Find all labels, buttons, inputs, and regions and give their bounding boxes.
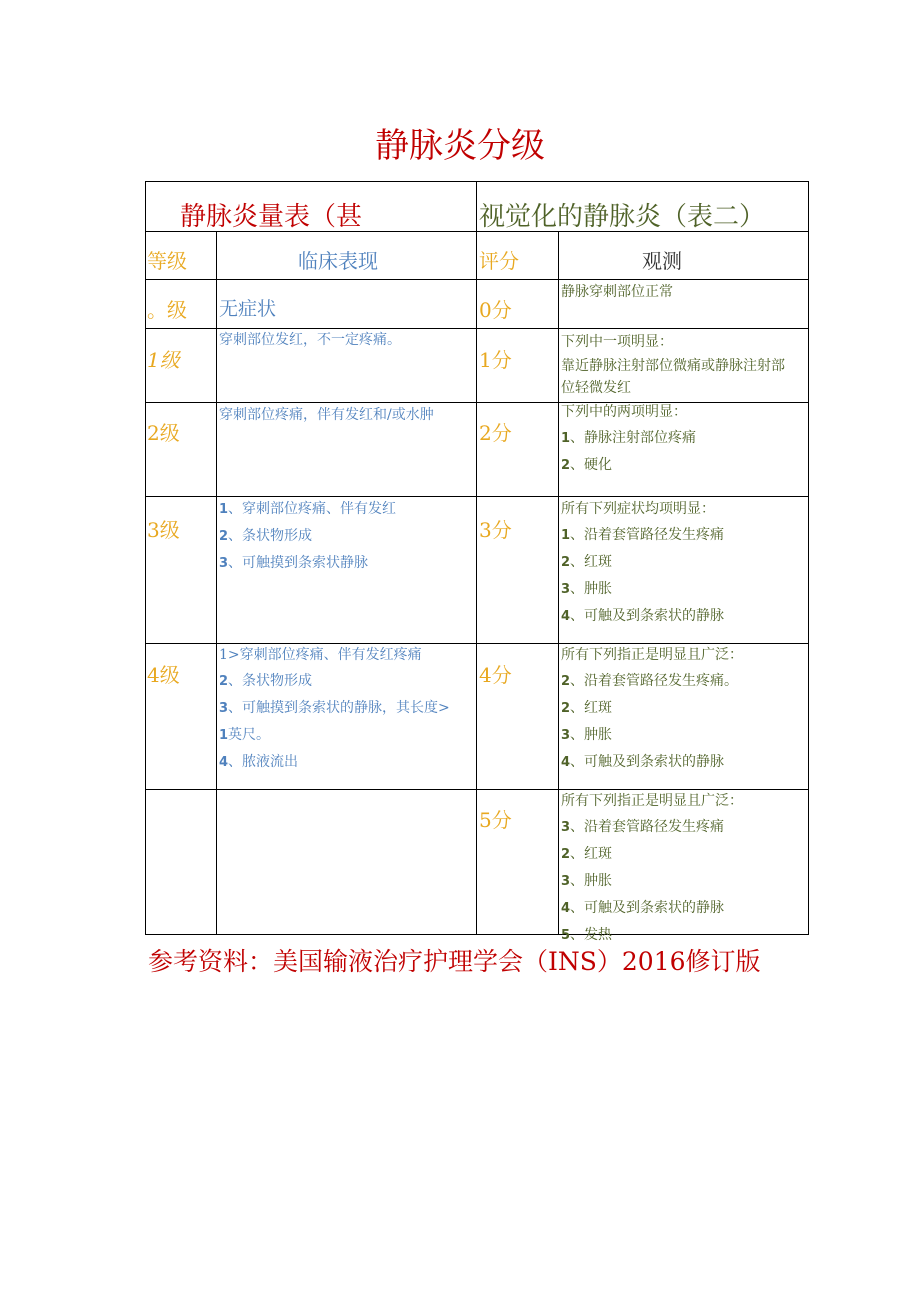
- observe-cell: [561, 399, 696, 479]
- observe-line: 下列中的两项明显：: [561, 404, 687, 420]
- clinical-line: 3、可触摸到条索状静脉: [219, 555, 369, 571]
- observe-line: 1、静脉注射部位疼痛: [561, 430, 697, 446]
- column-header-grade: 等级: [147, 249, 187, 273]
- grade-cell: 2级: [147, 421, 180, 445]
- observe-line: 2、红斑: [561, 846, 613, 862]
- observe-line: 所有下列指正是明显且广泛：: [561, 647, 743, 663]
- score-cell: 4分: [479, 663, 512, 687]
- clinical-cell: [219, 496, 396, 577]
- grade-cell: 1级: [147, 348, 180, 372]
- clinical-cell: 无症状: [219, 298, 277, 320]
- clinical-line: 1、穿刺部位疼痛、伴有发红: [219, 501, 397, 517]
- observe-cell: [561, 496, 724, 630]
- grid-line: [558, 231, 559, 935]
- clinical-cell: [219, 642, 450, 776]
- observe-line: 下列中一项明显：: [561, 334, 673, 350]
- observe-line: 2、沿着套管路径发生疼痛。: [561, 673, 739, 689]
- observe-line: 3、肿胀: [561, 581, 613, 597]
- grade-cell: 4级: [147, 663, 180, 687]
- score-cell: 0分: [479, 298, 512, 322]
- observe-line: 4、可触及到条索状的静脉: [561, 754, 725, 770]
- observe-line: 1、沿着套管路径发生疼痛: [561, 527, 725, 543]
- score-cell: 5分: [479, 808, 512, 832]
- score-cell: 2分: [479, 421, 512, 445]
- clinical-cell: 穿刺部位发红，不一定疼痛。: [219, 332, 401, 348]
- observe-line: 静脉穿刺部位正常: [561, 284, 673, 300]
- clinical-cell: 穿刺部位疼痛，伴有发红和/或水肿: [219, 407, 434, 423]
- score-cell: 1分: [479, 348, 512, 372]
- column-header-score: 评分: [479, 249, 519, 273]
- observe-line: 2、红斑: [561, 700, 613, 716]
- table2-title: 视觉化的静脉炎（表二）: [479, 202, 766, 232]
- observe-cell: [561, 642, 743, 776]
- observe-line: 2、硬化: [561, 457, 613, 473]
- grade-cell: 3级: [147, 518, 180, 542]
- grid-line: [476, 181, 477, 935]
- clinical-line: 3、可触摸到条索状的静脉，其长度>: [219, 700, 450, 716]
- observe-line: 4、可触及到条索状的静脉: [561, 900, 725, 916]
- clinical-line: 4、脓液流出: [219, 754, 299, 770]
- clinical-line: 1英尺。: [219, 727, 271, 743]
- table1-title: 静脉炎量表（甚: [180, 202, 363, 232]
- observe-line: 3、肿胀: [561, 873, 613, 889]
- observe-line: 4、可触及到条索状的静脉: [561, 608, 725, 624]
- clinical-line: 2、条状物形成: [219, 673, 313, 689]
- observe-line: 2、红斑: [561, 554, 613, 570]
- clinical-line: 2、条状物形成: [219, 528, 313, 544]
- observe-cell: [561, 329, 807, 399]
- reference-note: 参考资料：美国输液治疗护理学会（INS）2016修订版: [148, 947, 761, 976]
- observe-line: 5、发热: [561, 927, 613, 943]
- observe-line: 3、沿着套管路径发生疼痛: [561, 819, 725, 835]
- page-title: 静脉炎分级: [375, 126, 545, 166]
- observe-line: 3、肿胀: [561, 727, 613, 743]
- column-header-clinical: 临床表现: [298, 249, 378, 273]
- grid-line: [216, 231, 217, 935]
- clinical-line: 1>穿刺部位疼痛、伴有发红疼痛: [219, 647, 422, 663]
- column-header-observe: 观测: [642, 249, 682, 273]
- score-cell: 3分: [479, 518, 512, 542]
- observe-line: 靠近静脉注射部位微痛或静脉注射部 位轻微发红: [561, 358, 785, 396]
- grade-cell: 。级: [147, 298, 187, 322]
- observe-line: 所有下列症状均项明显：: [561, 501, 715, 517]
- grid-line: [145, 279, 809, 280]
- observe-cell: [561, 788, 743, 943]
- observe-line: 所有下列指正是明显且广泛：: [561, 793, 743, 809]
